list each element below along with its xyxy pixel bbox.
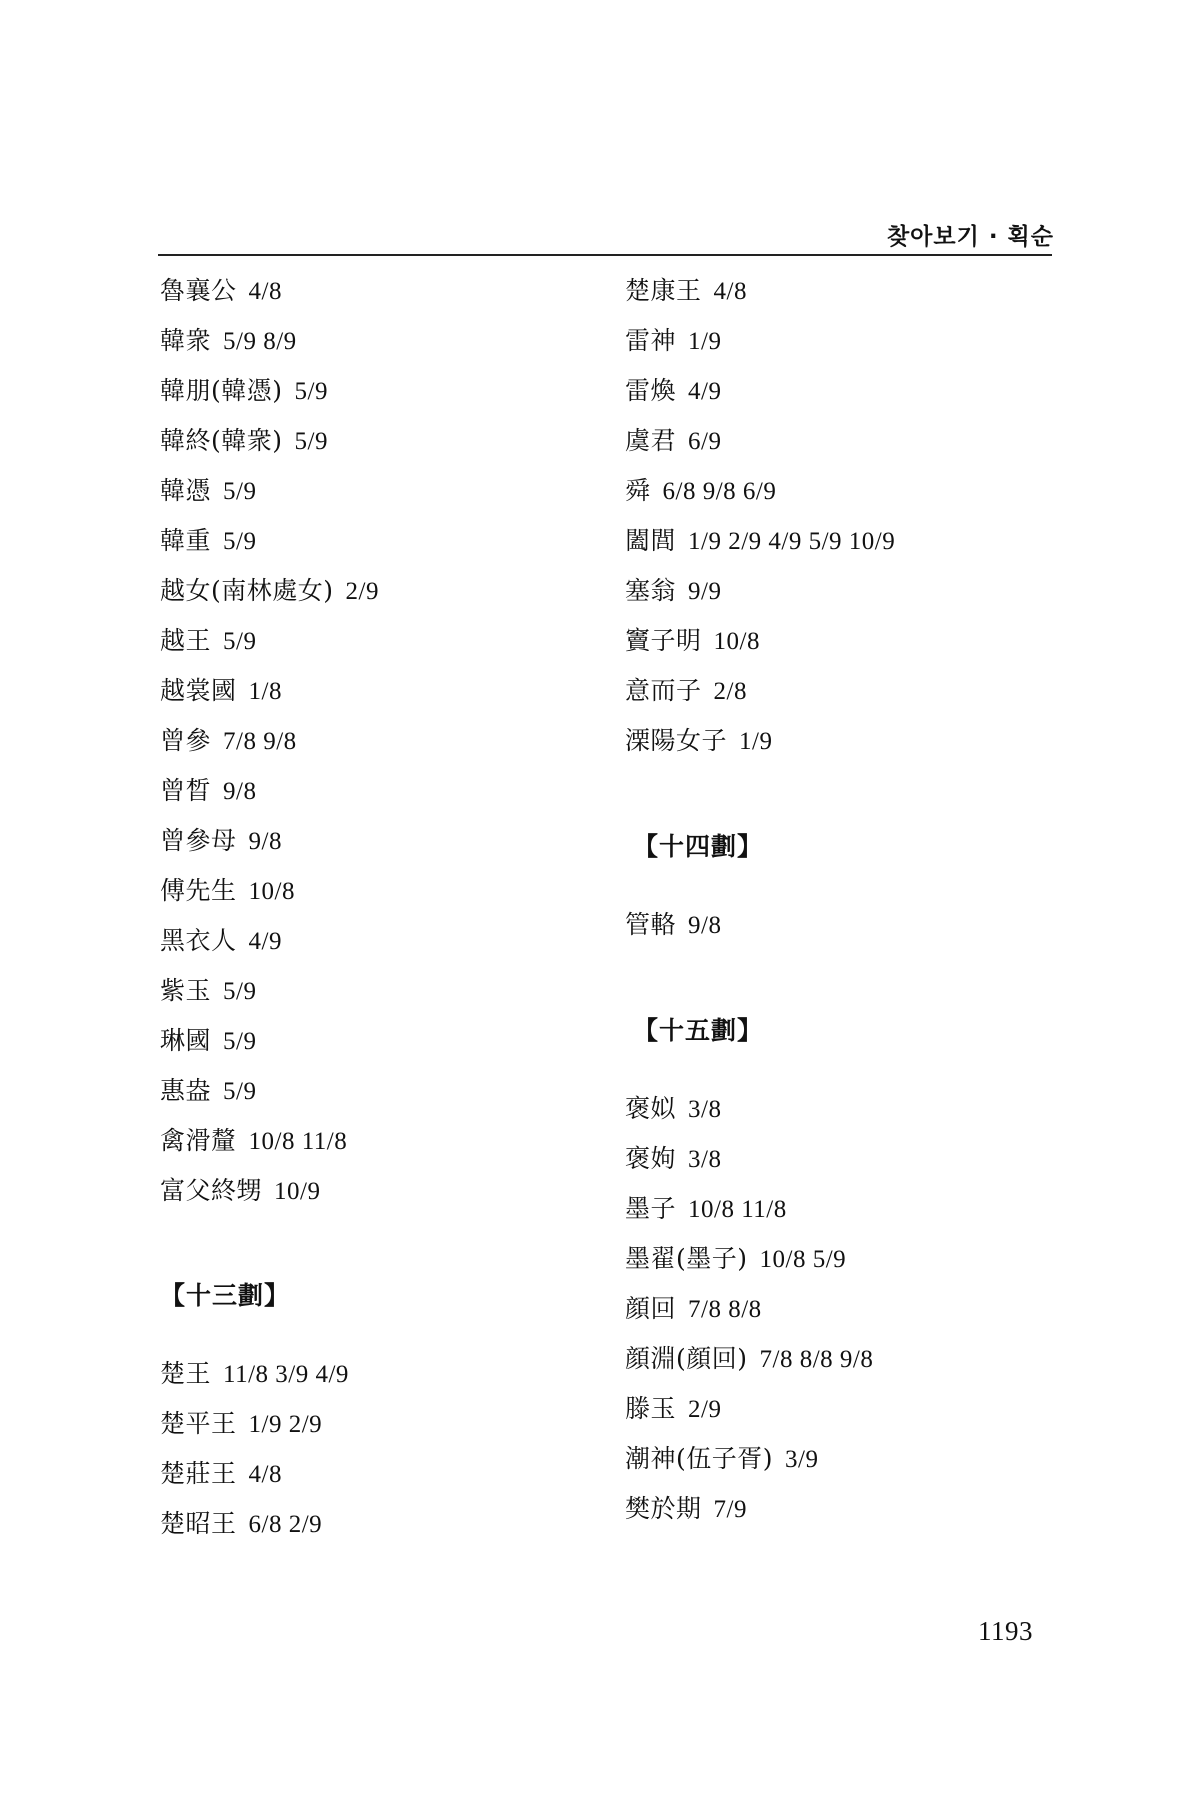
entry-term: 滕玉 [625, 1394, 677, 1423]
index-entry [625, 1234, 1055, 1284]
entry-term: 韓朋(韓憑) [160, 376, 283, 405]
header-rule [158, 254, 1052, 256]
entry-term: 虞君 [625, 426, 677, 455]
index-entry [625, 1484, 1055, 1534]
entry-term: 黑衣人 [160, 926, 237, 955]
index-entry [160, 1399, 590, 1449]
index-entry [160, 916, 590, 966]
index-entry [625, 316, 1055, 366]
entry-term: 闔閭 [625, 526, 677, 555]
entry-refs: 7/8 8/8 [688, 1296, 762, 1323]
index-entry [625, 366, 1055, 416]
entry-term: 越王 [160, 626, 212, 655]
index-entry [625, 466, 1055, 516]
entry-term: 楚康王 [625, 276, 702, 305]
entry-refs: 4/8 [248, 278, 282, 305]
section-heading-13-strokes: 【十三劃】 [160, 1281, 291, 1310]
entry-term: 楚王 [160, 1359, 212, 1388]
entry-refs: 2/9 [688, 1396, 722, 1423]
entry-refs: 7/8 8/8 9/8 [759, 1346, 874, 1373]
index-entry [160, 1066, 590, 1116]
entry-term: 塞翁 [625, 576, 677, 605]
entry-term: 意而子 [625, 676, 702, 705]
running-head: 찾아보기 · 획순 [886, 224, 1054, 250]
entry-term: 雷神 [625, 326, 677, 355]
index-entry [160, 416, 590, 466]
index-entry [625, 1084, 1055, 1134]
entry-refs: 5/9 [223, 478, 257, 505]
index-entry [160, 1116, 590, 1166]
index-entry [160, 566, 590, 616]
entry-refs: 9/8 [223, 778, 257, 805]
entry-term: 顔回 [625, 1294, 677, 1323]
index-entry [160, 366, 590, 416]
index-entry [625, 516, 1055, 566]
index-entry [625, 716, 1055, 766]
index-entry [160, 616, 590, 666]
spacer [160, 1321, 590, 1349]
index-entry [160, 816, 590, 866]
entry-term: 曾晳 [160, 776, 212, 805]
entry-term: 褒姒 [625, 1094, 677, 1123]
spacer [625, 872, 1055, 900]
entry-refs: 7/8 9/8 [223, 728, 297, 755]
entry-term: 樊於期 [625, 1494, 702, 1523]
entry-refs: 5/9 [223, 978, 257, 1005]
entry-refs: 5/9 [223, 1028, 257, 1055]
entry-refs: 3/8 [688, 1096, 722, 1123]
entry-term: 曾參 [160, 726, 212, 755]
entry-refs: 1/9 [688, 328, 722, 355]
index-column-left [160, 266, 590, 1549]
index-entry [160, 466, 590, 516]
entry-term: 曾參母 [160, 826, 237, 855]
entry-term: 楚昭王 [160, 1509, 237, 1538]
index-entry [625, 900, 1055, 950]
index-entry [160, 866, 590, 916]
index-entry [625, 266, 1055, 316]
entry-term: 墨子 [625, 1194, 677, 1223]
entry-term: 舜 [625, 476, 651, 505]
entry-refs: 6/8 9/8 6/9 [662, 478, 777, 505]
entry-term: 富父終甥 [160, 1176, 263, 1205]
entry-refs: 1/9 2/9 4/9 5/9 10/9 [688, 528, 896, 555]
entry-refs: 7/9 [713, 1496, 747, 1523]
entry-refs: 5/9 8/9 [223, 328, 297, 355]
entry-refs: 4/9 [248, 928, 282, 955]
index-entry [160, 1166, 590, 1216]
entry-term: 越女(南林處女) [160, 576, 334, 605]
index-entry [625, 1384, 1055, 1434]
entry-refs: 5/9 [223, 1078, 257, 1105]
entry-refs: 6/9 [688, 428, 722, 455]
index-entry [625, 1284, 1055, 1334]
entry-refs: 5/9 [294, 428, 328, 455]
spacer [160, 1216, 590, 1271]
index-entry [160, 516, 590, 566]
index-entry [625, 1334, 1055, 1384]
index-entry [625, 1184, 1055, 1234]
entry-term: 琳國 [160, 1026, 212, 1055]
entry-refs: 9/9 [688, 578, 722, 605]
index-entry [625, 666, 1055, 716]
entry-term: 禽滑釐 [160, 1126, 237, 1155]
entry-term: 竇子明 [625, 626, 702, 655]
index-column-right [625, 266, 1055, 1534]
entry-refs: 11/8 3/9 4/9 [223, 1361, 349, 1388]
index-entry [160, 666, 590, 716]
index-entry [625, 1134, 1055, 1184]
index-entry [625, 416, 1055, 466]
spacer [625, 1056, 1055, 1084]
index-entry [160, 266, 590, 316]
section-heading-14-strokes: 【十四劃】 [633, 832, 764, 861]
spacer [625, 766, 1055, 822]
entry-refs: 5/9 [223, 628, 257, 655]
spacer [625, 950, 1055, 1006]
entry-refs: 3/9 [785, 1446, 819, 1473]
entry-refs: 9/8 [248, 828, 282, 855]
index-entry [160, 1499, 590, 1549]
entry-refs: 9/8 [688, 912, 722, 939]
entry-refs: 10/8 [248, 878, 295, 905]
index-entry [160, 966, 590, 1016]
index-entry [625, 616, 1055, 666]
entry-term: 惠盎 [160, 1076, 212, 1105]
entry-term: 褒姁 [625, 1144, 677, 1173]
entry-term: 紫玉 [160, 976, 212, 1005]
entry-refs: 1/8 [248, 678, 282, 705]
page-number: 1193 [978, 1616, 1033, 1646]
entry-refs: 1/9 [739, 728, 773, 755]
index-entry [160, 1016, 590, 1066]
entry-refs: 6/8 2/9 [248, 1511, 323, 1538]
entry-term: 潮神(伍子胥) [625, 1444, 774, 1473]
entry-refs: 10/8 11/8 [248, 1128, 348, 1155]
entry-refs: 3/8 [688, 1146, 722, 1173]
index-entry [160, 766, 590, 816]
entry-refs: 10/8 11/8 [688, 1196, 787, 1223]
index-entry [160, 1449, 590, 1499]
entry-term: 韓衆 [160, 326, 212, 355]
index-entry [625, 1434, 1055, 1484]
index-entry [160, 316, 590, 366]
section-heading-15-strokes: 【十五劃】 [633, 1016, 764, 1045]
entry-term: 管輅 [625, 910, 677, 939]
entry-refs: 10/9 [274, 1178, 321, 1205]
entry-term: 越裳國 [160, 676, 237, 705]
entry-term: 韓終(韓衆) [160, 426, 283, 455]
entry-term: 韓憑 [160, 476, 212, 505]
index-entry [625, 566, 1055, 616]
entry-refs: 4/8 [248, 1461, 282, 1488]
entry-term: 顔淵(顔回) [625, 1344, 748, 1373]
index-entry [160, 1349, 590, 1399]
entry-refs: 5/9 [294, 378, 328, 405]
entry-refs: 2/9 [345, 578, 379, 605]
entry-term: 楚莊王 [160, 1459, 237, 1488]
entry-term: 墨翟(墨子) [625, 1244, 748, 1273]
entry-term: 楚平王 [160, 1409, 237, 1438]
entry-term: 韓重 [160, 526, 212, 555]
entry-refs: 4/9 [688, 378, 722, 405]
entry-refs: 1/9 2/9 [248, 1411, 323, 1438]
entry-refs: 10/8 [713, 628, 760, 655]
entry-refs: 5/9 [223, 528, 257, 555]
entry-refs: 2/8 [713, 678, 747, 705]
entry-term: 雷煥 [625, 376, 677, 405]
entry-term: 傅先生 [160, 876, 237, 905]
entry-refs: 4/8 [713, 278, 747, 305]
entry-term: 溧陽女子 [625, 726, 728, 755]
entry-refs: 10/8 5/9 [759, 1246, 847, 1273]
index-entry [160, 716, 590, 766]
entry-term: 魯襄公 [160, 276, 237, 305]
